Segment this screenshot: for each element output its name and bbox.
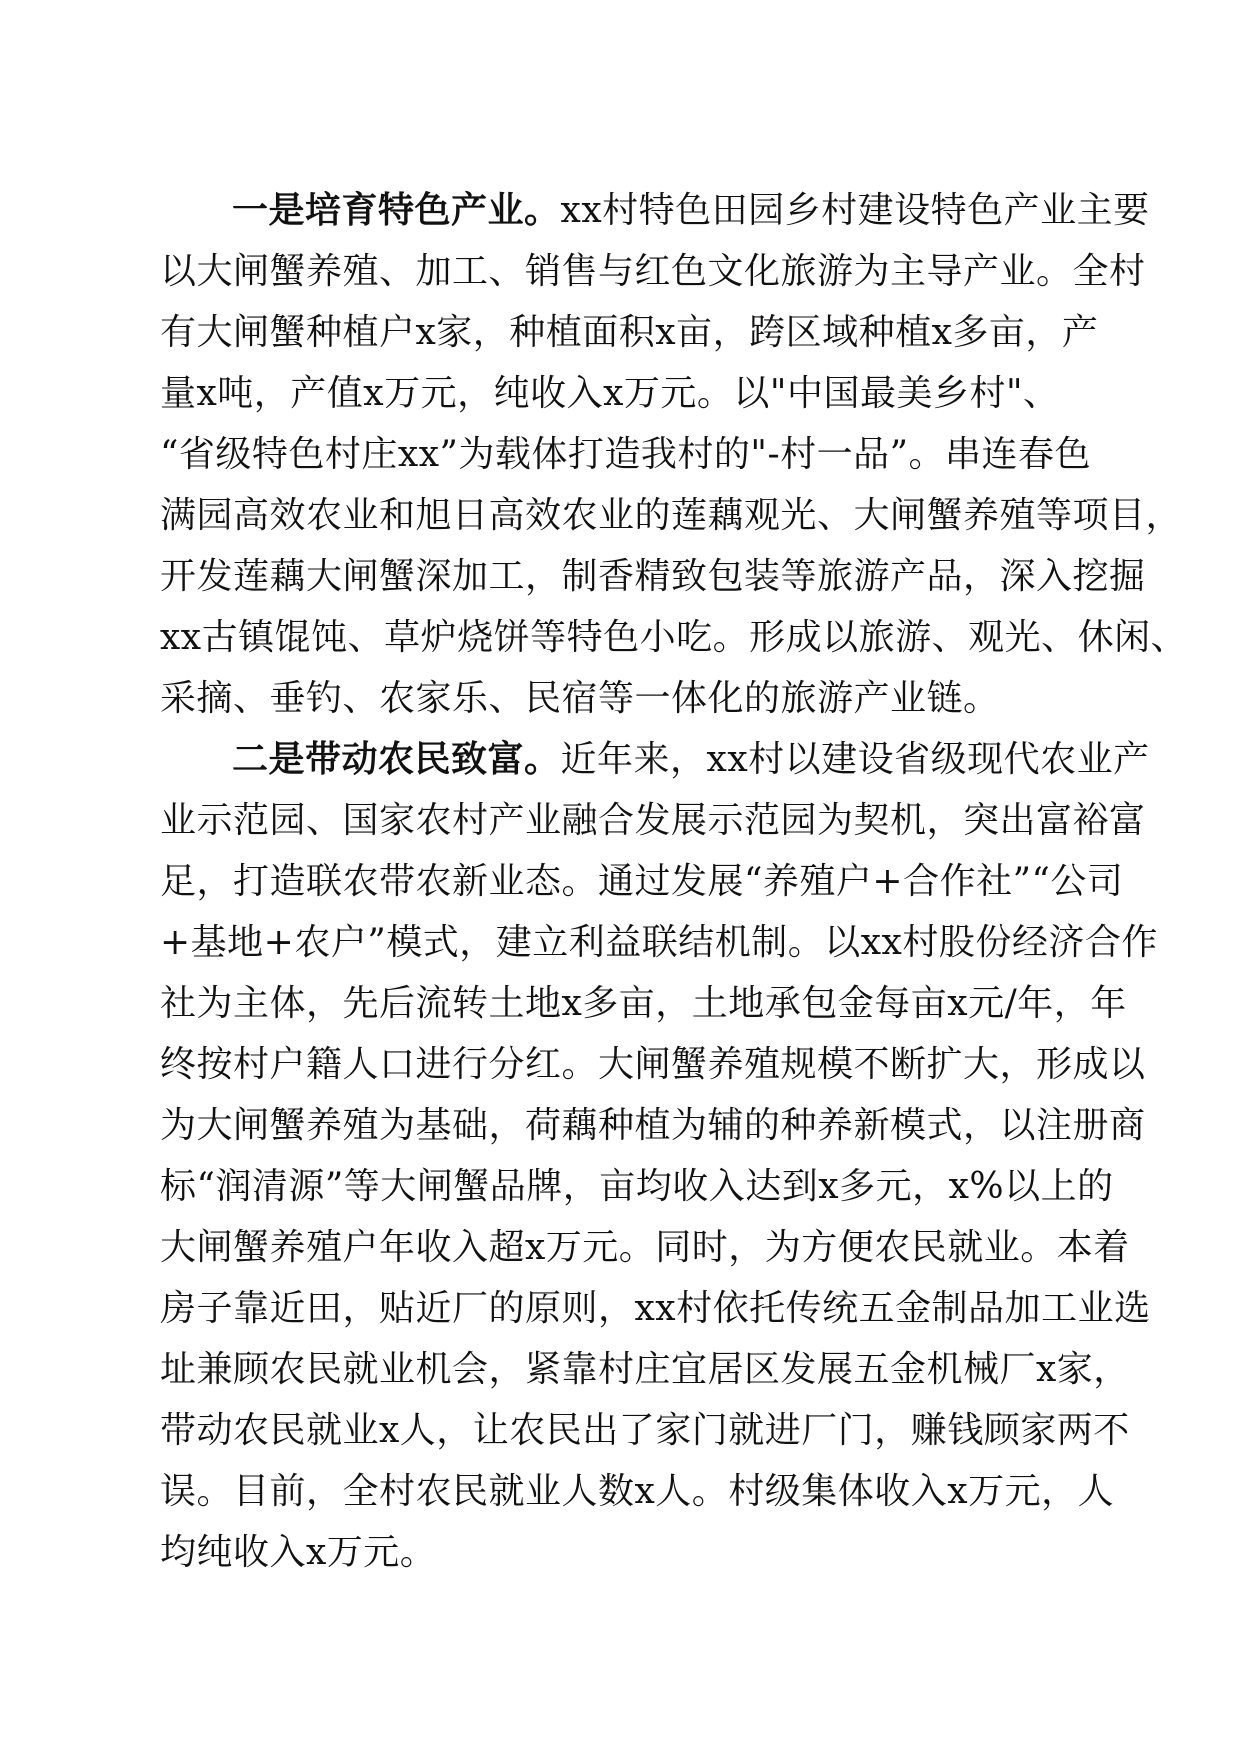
paragraph-1-lead: 一是培育特色产业。	[232, 190, 561, 231]
paragraph-2-line-11: 址兼顾农民就业机会，紧靠村庄宜居区发展五金机械厂x家，	[160, 1349, 1130, 1390]
paragraph-1-line-5: “省级特色村庄xx”为载体打造我村的"-村一品”。串连春色	[160, 434, 1092, 475]
paragraph-2-line-7: 为大闸蟹养殖为基础，荷藕种植为辅的种养新模式，以注册商	[160, 1105, 1146, 1146]
paragraph-2-line-13: 误。目前，全村农民就业人数x人。村级集体收入x万元，人	[160, 1471, 1115, 1512]
paragraph-2-line-1	[160, 729, 1150, 790]
paragraph-1-line-7: 开发莲藕大闸蟹深加工，制香精致包装等旅游产品，深入挖掘	[160, 556, 1146, 597]
paragraph-2-line-5: 社为主体，先后流转土地x多亩，土地承包金每亩x元/年，年	[160, 983, 1127, 1024]
paragraph-1-line-8: xx古镇馄饨、草炉烧饼等特色小吃。形成以旅游、观光、休闲、	[160, 617, 1188, 658]
paragraph-1-line-2: 以大闸蟹养殖、加工、销售与红色文化旅游为主导产业。全村	[160, 251, 1146, 292]
paragraph-2-line-9: 大闸蟹养殖户年收入超x万元。同时，为方便农民就业。本着	[160, 1227, 1130, 1268]
paragraph-1-line-3: 有大闸蟹种植户x家，种植面积x亩，跨区域种植x多亩，产	[160, 312, 1099, 353]
paragraph-1-line-9: 采摘、垂钓、农家乐、民宿等一体化的旅游产业链。	[160, 678, 1000, 719]
document-body	[160, 180, 1188, 1583]
paragraph-2-line-3: 足，打造联农带农新业态。通过发展“养殖户+合作社”“公司	[160, 861, 1124, 902]
paragraph-2-line-8: 标“润清源”等大闸蟹品牌，亩均收入达到x多元，x%以上的	[160, 1166, 1114, 1207]
paragraph-2-line-12: 带动农民就业x人，让农民出了家门就进厂门，赚钱顾家两不	[160, 1410, 1130, 1451]
paragraph-2-line-4: +基地+农户”模式，建立利益联结机制。以xx村股份经济合作	[160, 922, 1158, 963]
paragraph-1-line-4: 量x吨，产值x万元，纯收入x万元。以"中国最美乡村"、	[160, 373, 1060, 414]
paragraph-2-line-14: 均纯收入x万元。	[160, 1532, 437, 1573]
paragraph-2-text: 近年来，xx村以建设省级现代农业产	[560, 739, 1150, 780]
paragraph-2-line-10: 房子靠近田，贴近厂的原则，xx村依托传统五金制品加工业选	[160, 1288, 1151, 1329]
paragraph-2-line-2: 业示范园、国家农村产业融合发展示范园为契机，突出富裕富	[160, 800, 1146, 841]
paragraph-2-line-6: 终按村户籍人口进行分红。大闸蟹养殖规模不断扩大，形成以	[160, 1044, 1146, 1085]
paragraph-2-lead: 二是带动农民致富。	[232, 739, 561, 780]
paragraph-1-line-6: 满园高效农业和旭日高效农业的莲藕观光、大闸蟹养殖等项目，	[160, 495, 1183, 536]
paragraph-1-text: xx村特色田园乡村建设特色产业主要	[560, 190, 1150, 231]
paragraph-1-line-1	[160, 180, 1150, 241]
